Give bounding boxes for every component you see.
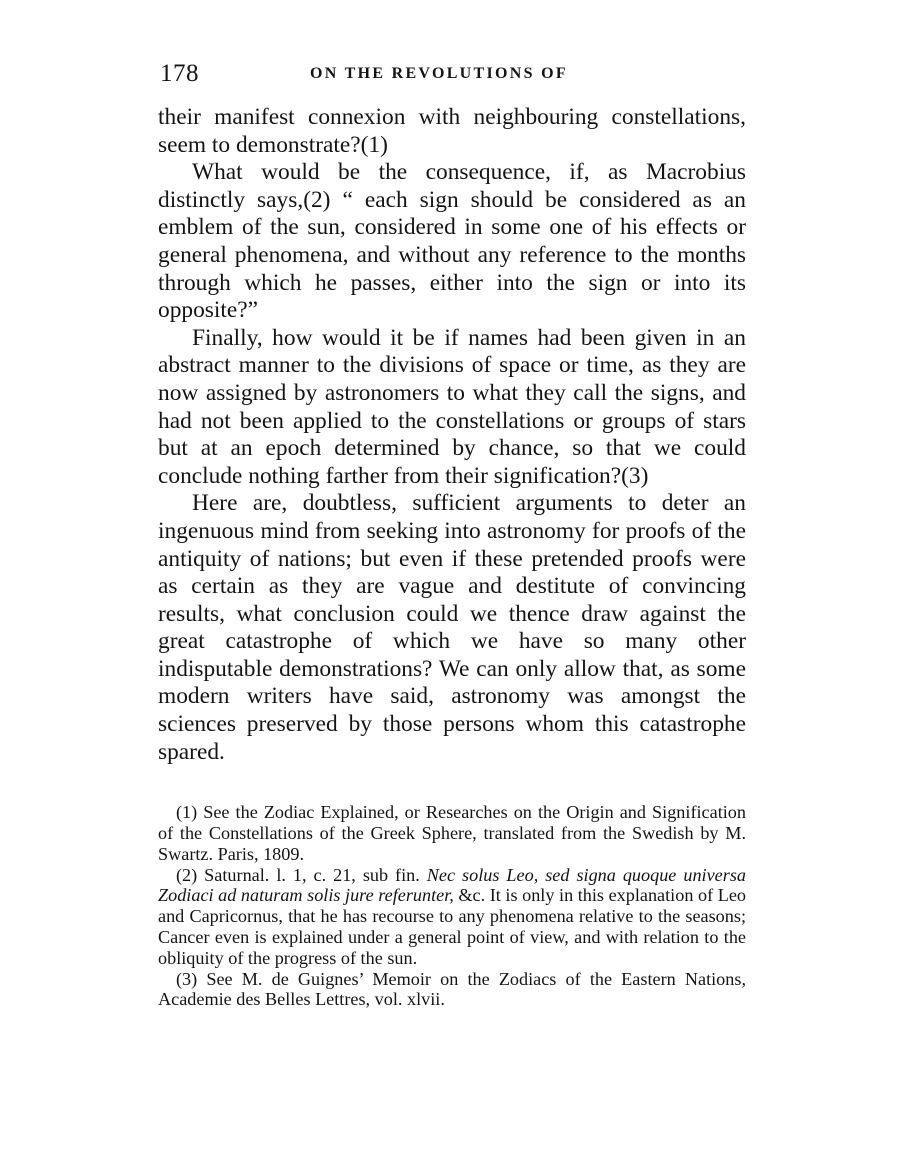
- paragraph-continuation: their manifest connexion with neighbouring constellations, seem to demonstrate?(1): [158, 104, 746, 158]
- footnote-2-citation: (2) Saturnal. l. 1, c. 21, sub fin.: [176, 864, 427, 885]
- footnote-2-latin-quote: Nec solus Leo, sed signa quoque universa Zodiaci ad naturam solis jure referunter,: [158, 864, 746, 906]
- book-page: [158, 58, 746, 1010]
- paragraph-macrobius: What would be the consequence, if, as Macrobius distinctly says,(2) “ each sign should be considered as an emblem of the sun, considered in some one of his effects or general phenomena, and without any reference to the months through which he passes, either into the sign or into its opposite?”: [158, 159, 746, 324]
- page-number: 178: [160, 60, 199, 87]
- footnote-1: (1) See the Zodiac Explained, or Researches on the Origin and Signification of the Constellations of the Greek Sphere, translated from the Swedish by M. Swartz. Paris, 1809.: [158, 802, 746, 864]
- body-text: [158, 104, 746, 766]
- footnote-2-commentary: &c. It is only in this explanation of Leo and Capricornus, that he has recourse to any phenomena relative to the seasons; Cancer even is explained under a general point of view, and with relation to the obliquity of the progress of the sun.: [158, 885, 746, 968]
- footnotes: [158, 802, 746, 1010]
- footnote-3: (3) See M. de Guignes’ Memoir on the Zodiacs of the Eastern Nations, Academie des Belles Lettres, vol. xlvii.: [158, 968, 746, 1010]
- footnote-2: [158, 865, 746, 969]
- paragraph-conclusion: Here are, doubtless, sufficient arguments to deter an ingenuous mind from seeking into astronomy for proofs of the antiquity of nations; but even if these pretended proofs were as certain as they are vague and destitute of convincing results, what conclusion could we thence draw against the great catastrophe of which we have so many other indisputable demonstrations? We can only allow that, as some modern writers have said, astronomy was amongst the sciences preserved by those persons whom this catastrophe spared.: [158, 490, 746, 765]
- paragraph-finally: Finally, how would it be if names had been given in an abstract manner to the divisions of space or time, as they are now assigned by astronomers to what they call the signs, and had not been applied to the constellations or groups of stars but at an epoch determined by chance, so that we could conclude nothing farther from their signification?(3): [158, 324, 746, 489]
- running-head: [158, 58, 746, 98]
- running-title: ON THE REVOLUTIONS OF: [310, 65, 568, 82]
